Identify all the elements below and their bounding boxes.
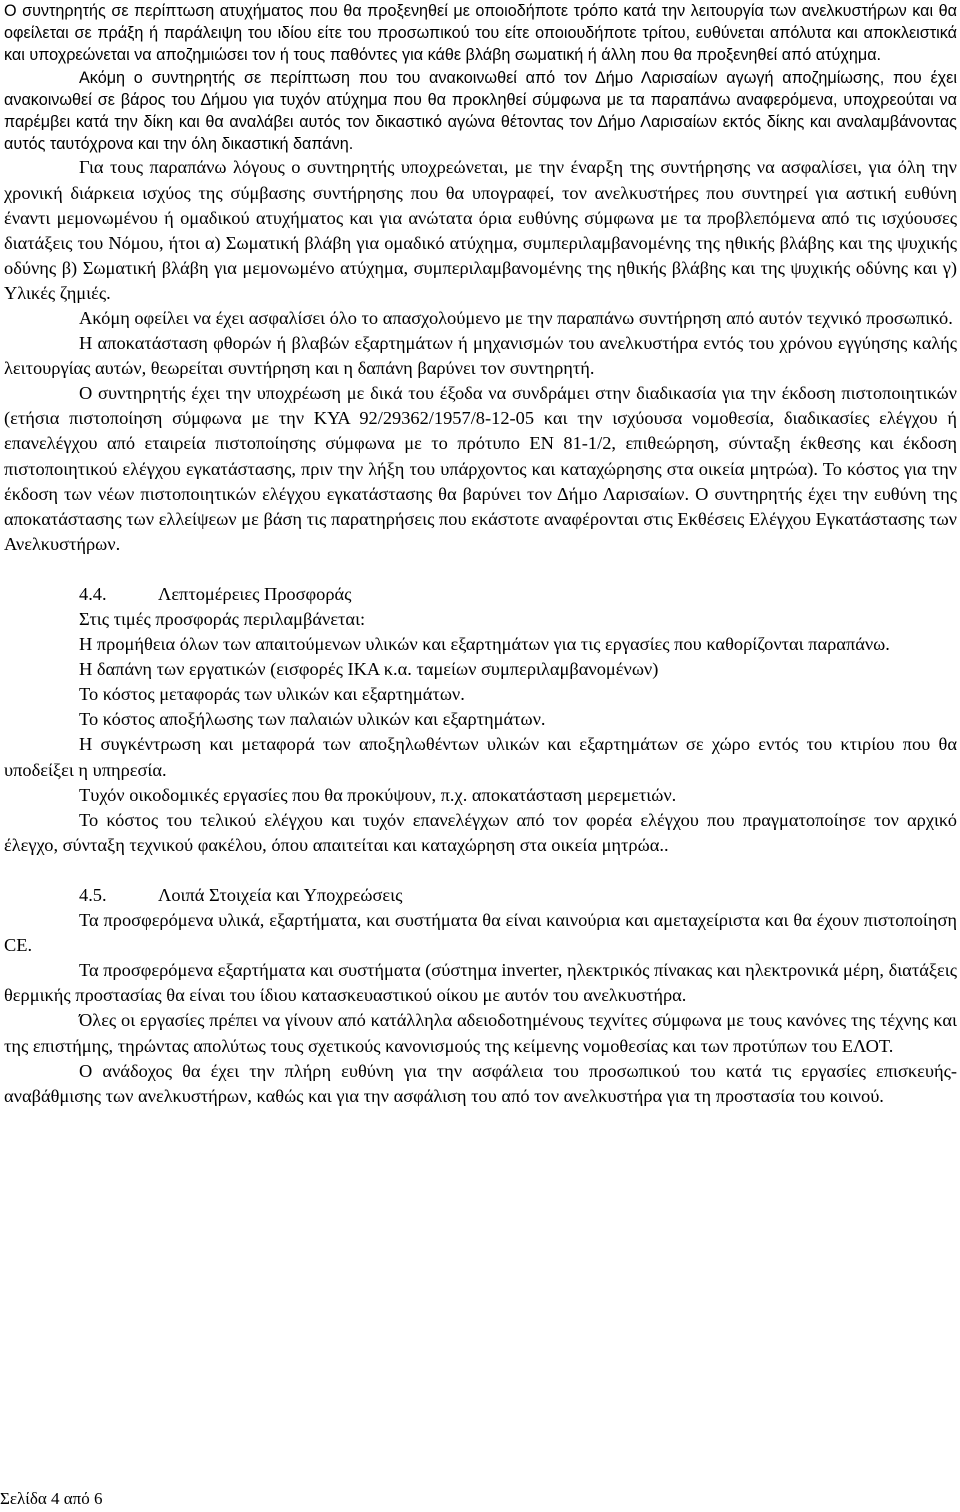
obligation-line: Τα προσφερόμενα εξαρτήματα και συστήματα (σύστημα inverter, ηλεκτρικός πίνακας και ηλεκτρονικά μέρη, διατάξεις θερμικής προστασίας θα είναι του ίδιου κατασκευαστικού οίκου με αυτόν του ανελκυστήρα. bbox=[4, 960, 957, 1006]
paragraph-accident-liability: Ο συντηρητής σε περίπτωση ατυχήματος που θα προξενηθεί με οποιοδήποτε τρόπο κατά την λειτουργία των ανελκυστήρων και θα οφείλεται σε πράξη ή παράλειψη του ιδίου είτε του προσωπικού του είτε οποιουδήποτε τρίτου, ευθύνεται απόλυτα και αποκλειστικά και υποχρεώνεται να αποζημιώσει τον ή τους παθόντες για κάθε βλάβη σωματική ή άλλη που θα προξενηθεί από ατύχημα. bbox=[4, 2, 957, 65]
section-heading-4-4 bbox=[4, 582, 957, 607]
offer-line: Το κόστος μεταφοράς των υλικών και εξαρτημάτων. bbox=[79, 684, 465, 705]
offer-line: Η δαπάνη των εργατικών (εισφορές ΙΚΑ κ.α. ταμείων συμπεριλαμβανομένων) bbox=[79, 659, 659, 680]
document-page bbox=[4, 0, 957, 1109]
page-footer: Σελίδα 4 από 6 bbox=[0, 1489, 103, 1508]
paragraph-insurance: Για τους παραπάνω λόγους ο συντηρητής υποχρεώνεται, με την έναρξη της συντήρησης να ασφαλίσει, για όλη την χρονική διάρκεια ισχύος της σύμβασης συντήρησης που θα υπογραφεί, τον ανελκυστήρες που συντηρεί για αστική ευθύνη έναντι μεμονωμένου ή ομαδικού ατυχήματος και για ανώτατα όρια ευθύνης σύμφωνα με τα προβλεπόμενα από τις ισχύουσες διατάξεις του Νόμου, ήτοι α) Σωματική βλάβη για ομαδικό ατύχημα, συμπεριλαμβανομένης της ηθικής βλάβης και της ψυχικής οδύνης β) Σωματική βλάβη για μεμονωμένο ατύχημα, συμπεριλαμβανομένης της ηθικής βλάβης και της ψυχικής οδύνης και γ) Υλικές ζημιές. bbox=[4, 157, 957, 303]
paragraph-lawsuit: Ακόμη ο συντηρητής σε περίπτωση που του ανακοινωθεί από τον Δήμο Λαρισαίων αγωγή αποζημίωσης, που έχει ανακοινωθεί σε βάρος του Δήμου για τυχόν ατύχημα που θα προκληθεί σύμφωνα με τα παραπάνω αναφερόμενα, υποχρεούται να παρέμβει κατά την δίκη και θα αναλάβει αυτός τον δικαστικό αγώνα θέτοντας τον Δήμο Λαρισαίων εκτός δίκης και αναλαμβάνοντας αυτός ταυτόχρονα και την όλη δικαστική δαπάνη. bbox=[4, 68, 957, 154]
section-heading-4-5 bbox=[4, 883, 957, 908]
obligation-line: Ο ανάδοχος θα έχει την πλήρη ευθύνη για την ασφάλεια του προσωπικού του κατά τις εργασίες επισκευής-αναβάθμισης των ανελκυστήρων, καθώς και για την ασφάλιση του από τον ανελκυστήρα για τη προστασία του κοινού. bbox=[4, 1060, 957, 1106]
paragraph-staff-insurance: Ακόμη οφείλει να έχει ασφαλίσει όλο το απασχολούμενο με την παραπάνω συντήρηση από αυτόν τεχνικό προσωπικό. bbox=[79, 307, 953, 328]
offer-line: Η προμήθεια όλων των απαιτούμενων υλικών και εξαρτημάτων για τις εργασίες που καθορίζονται παραπάνω. bbox=[79, 634, 890, 655]
offer-line: Το κόστος του τελικού ελέγχου και τυχόν επανελέγχων από τον φορέα ελέγχου που πραγματοποίησε τον αρχικό έλεγχο, σύνταξη τεχνικού φακέλου, όπου απαιτείται και καταχώρηση στα οικεία μητρώα.. bbox=[4, 809, 957, 855]
offer-line: Η συγκέντρωση και μεταφορά των αποξηλωθέντων υλικών και εξαρτημάτων σε χώρο εντός του κτιρίου που θα υποδείξει η υπηρεσία. bbox=[4, 734, 957, 780]
obligation-line: Όλες οι εργασίες πρέπει να γίνουν από κατάλληλα αδειοδοτημένους τεχνίτες σύμφωνα με τους κανόνες της τέχνης και της επιστήμης, τηρώντας απολύτως τους σχετικούς κανονισμούς της κείμενης νομοθεσίας και των προτύπων του ΕΛΟΤ. bbox=[4, 1010, 957, 1056]
section-title: Λεπτομέρειες Προσφοράς bbox=[158, 583, 352, 604]
section-number: 4.5. bbox=[79, 884, 107, 905]
section-title: Λοιπά Στοιχεία και Υποχρεώσεις bbox=[158, 884, 403, 905]
offer-line: Το κόστος αποξήλωσης των παλαιών υλικών και εξαρτημάτων. bbox=[79, 709, 546, 730]
offer-line: Στις τιμές προσφοράς περιλαμβάνεται: bbox=[79, 609, 366, 630]
obligation-line: Τα προσφερόμενα υλικά, εξαρτήματα, και συστήματα θα είναι καινούρια και αμεταχείριστα και θα έχουν πιστοποίηση CE. bbox=[4, 910, 957, 956]
section-number: 4.4. bbox=[79, 583, 107, 604]
offer-line: Τυχόν οικοδομικές εργασίες που θα προκύψουν, π.χ. αποκατάσταση μερεμετιών. bbox=[79, 784, 677, 805]
paragraph-certification: Ο συντηρητής έχει την υποχρέωση με δικά του έξοδα να συνδράμει στην διαδικασία για την έκδοση πιστοποιητικών (ετήσια πιστοποίηση σύμφωνα με την ΚΥΑ 92/29362/1957/8-12-05 και την ισχύουσα νομοθεσία, διαδικασίες ελέγχου ή επανελέγχου από εταιρεία πιστοποίησης σύμφωνα με το πρότυπο ΕΝ 81-1/2, επιθεώρηση, σύνταξη έκθεσης και έκδοση πιστοποιητικού ελέγχου εγκατάστασης, πριν την λήξη του υπάρχοντος και καταχώρησης στα οικεία μητρώα). Το κόστος για την έκδοση των νέων πιστοποιητικών ελέγχου εγκατάστασης θα βαρύνει τον Δήμο Λαρισαίων. Ο συντηρητής έχει την ευθύνη της αποκατάστασης των ελλείψεων με βάση τις παρατηρήσεις που εκάστοτε αναφέρονται στις Εκθέσεις Ελέγχου Εγκατάστασης των Ανελκυστήρων. bbox=[4, 383, 957, 554]
paragraph-warranty-repair: Η αποκατάσταση φθορών ή βλαβών εξαρτημάτων ή μηχανισμών του ανελκυστήρα εντός του χρόνου εγγύησης καλής λειτουργίας αυτών, θεωρείται συντήρηση και η δαπάνη βαρύνει τον συντηρητή. bbox=[4, 333, 957, 379]
